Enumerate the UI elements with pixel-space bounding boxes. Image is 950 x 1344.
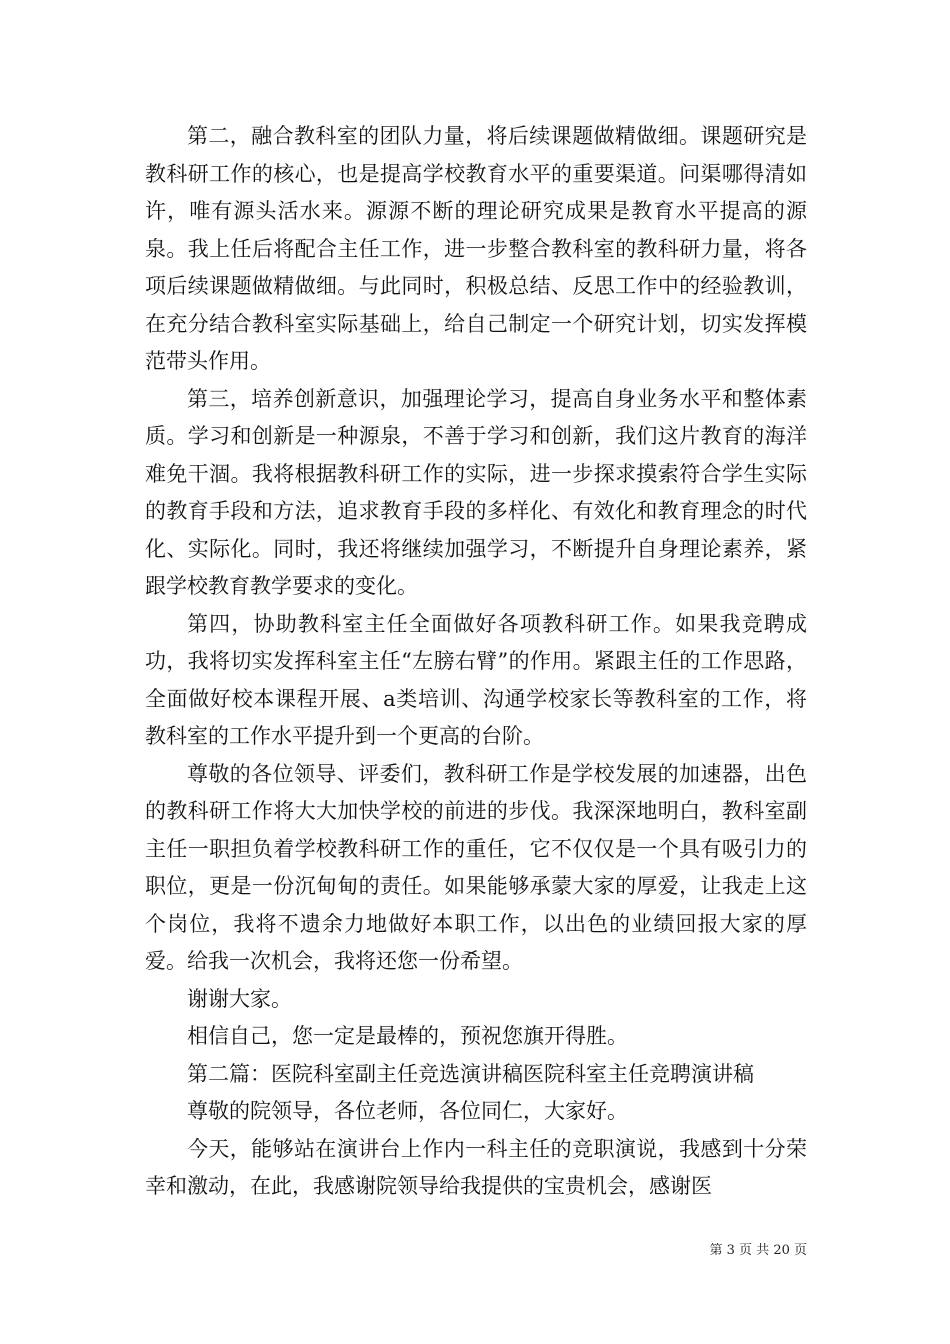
document-body bbox=[145, 118, 807, 1206]
paragraph-greeting: 尊敬的院领导，各位老师，各位同仁，大家好。 bbox=[187, 1099, 628, 1123]
paragraph-wishes: 相信自己，您一定是最棒的，预祝您旗开得胜。 bbox=[187, 1024, 628, 1048]
paragraph-closing-appeal: 尊敬的各位领导、评委们，教科研工作是学校发展的加速器，出色的教科研工作将大大加快学校的前进的步伐。我深深地明白，教科室副主任一职担负着学校教科研工作的重任，它不仅仅是一个具有吸引力的职位，更是一份沉甸甸的责任。如果能够承蒙大家的厚爱，让我走上这个岗位，我将不遗余力地做好本职工作，以出色的业绩回报大家的厚爱。给我一次机会，我将还您一份希望。 bbox=[145, 761, 807, 973]
paragraph-opening: 今天，能够站在演讲台上作内一科主任的竞职演说，我感到十分荣幸和激动，在此，我感谢院领导给我提供的宝贵机会，感谢医 bbox=[145, 1136, 807, 1198]
paragraph-thanks: 谢谢大家。 bbox=[187, 986, 292, 1011]
paragraph-fourth-point: 第四，协助教科室主任全面做好各项教科研工作。如果我竞聘成功，我将切实发挥科室主任“左膀右臂”的作用。紧跟主任的工作思路，全面做好校本课程开展、a类培训、沟通学校家长等教科室的工作，将教科室的工作水平提升到一个更高的台阶。 bbox=[145, 611, 807, 748]
page-number-footer: 第 3 页 共 20 页 bbox=[709, 1243, 807, 1258]
section-heading-second-article: 第二篇：医院科室副主任竞选演讲稿医院科室主任竞聘演讲稿 bbox=[187, 1061, 754, 1086]
paragraph-second-point: 第二，融合教科室的团队力量，将后续课题做精做细。课题研究是教科研工作的核心，也是提高学校教育水平的重要渠道。问渠哪得清如许，唯有源头活水来。源源不断的理论研究成果是教育水平提高的源泉。我上任后将配合主任工作，进一步整合教科室的教科研力量，将各项后续课题做精做细。与此同时，积极总结、反思工作中的经验教训，在充分结合教科室实际基础上，给自己制定一个研究计划，切实发挥模范带头作用。 bbox=[145, 124, 807, 373]
paragraph-third-point: 第三，培养创新意识，加强理论学习，提高自身业务水平和整体素质。学习和创新是一种源泉，不善于学习和创新，我们这片教育的海洋难免干涸。我将根据教科研工作的实际，进一步探求摸索符合学生实际的教育手段和方法，追求教育手段的多样化、有效化和教育理念的时代化、实际化。同时，我还将继续加强学习，不断提升自身理论素养，紧跟学校教育教学要求的变化。 bbox=[145, 386, 807, 598]
